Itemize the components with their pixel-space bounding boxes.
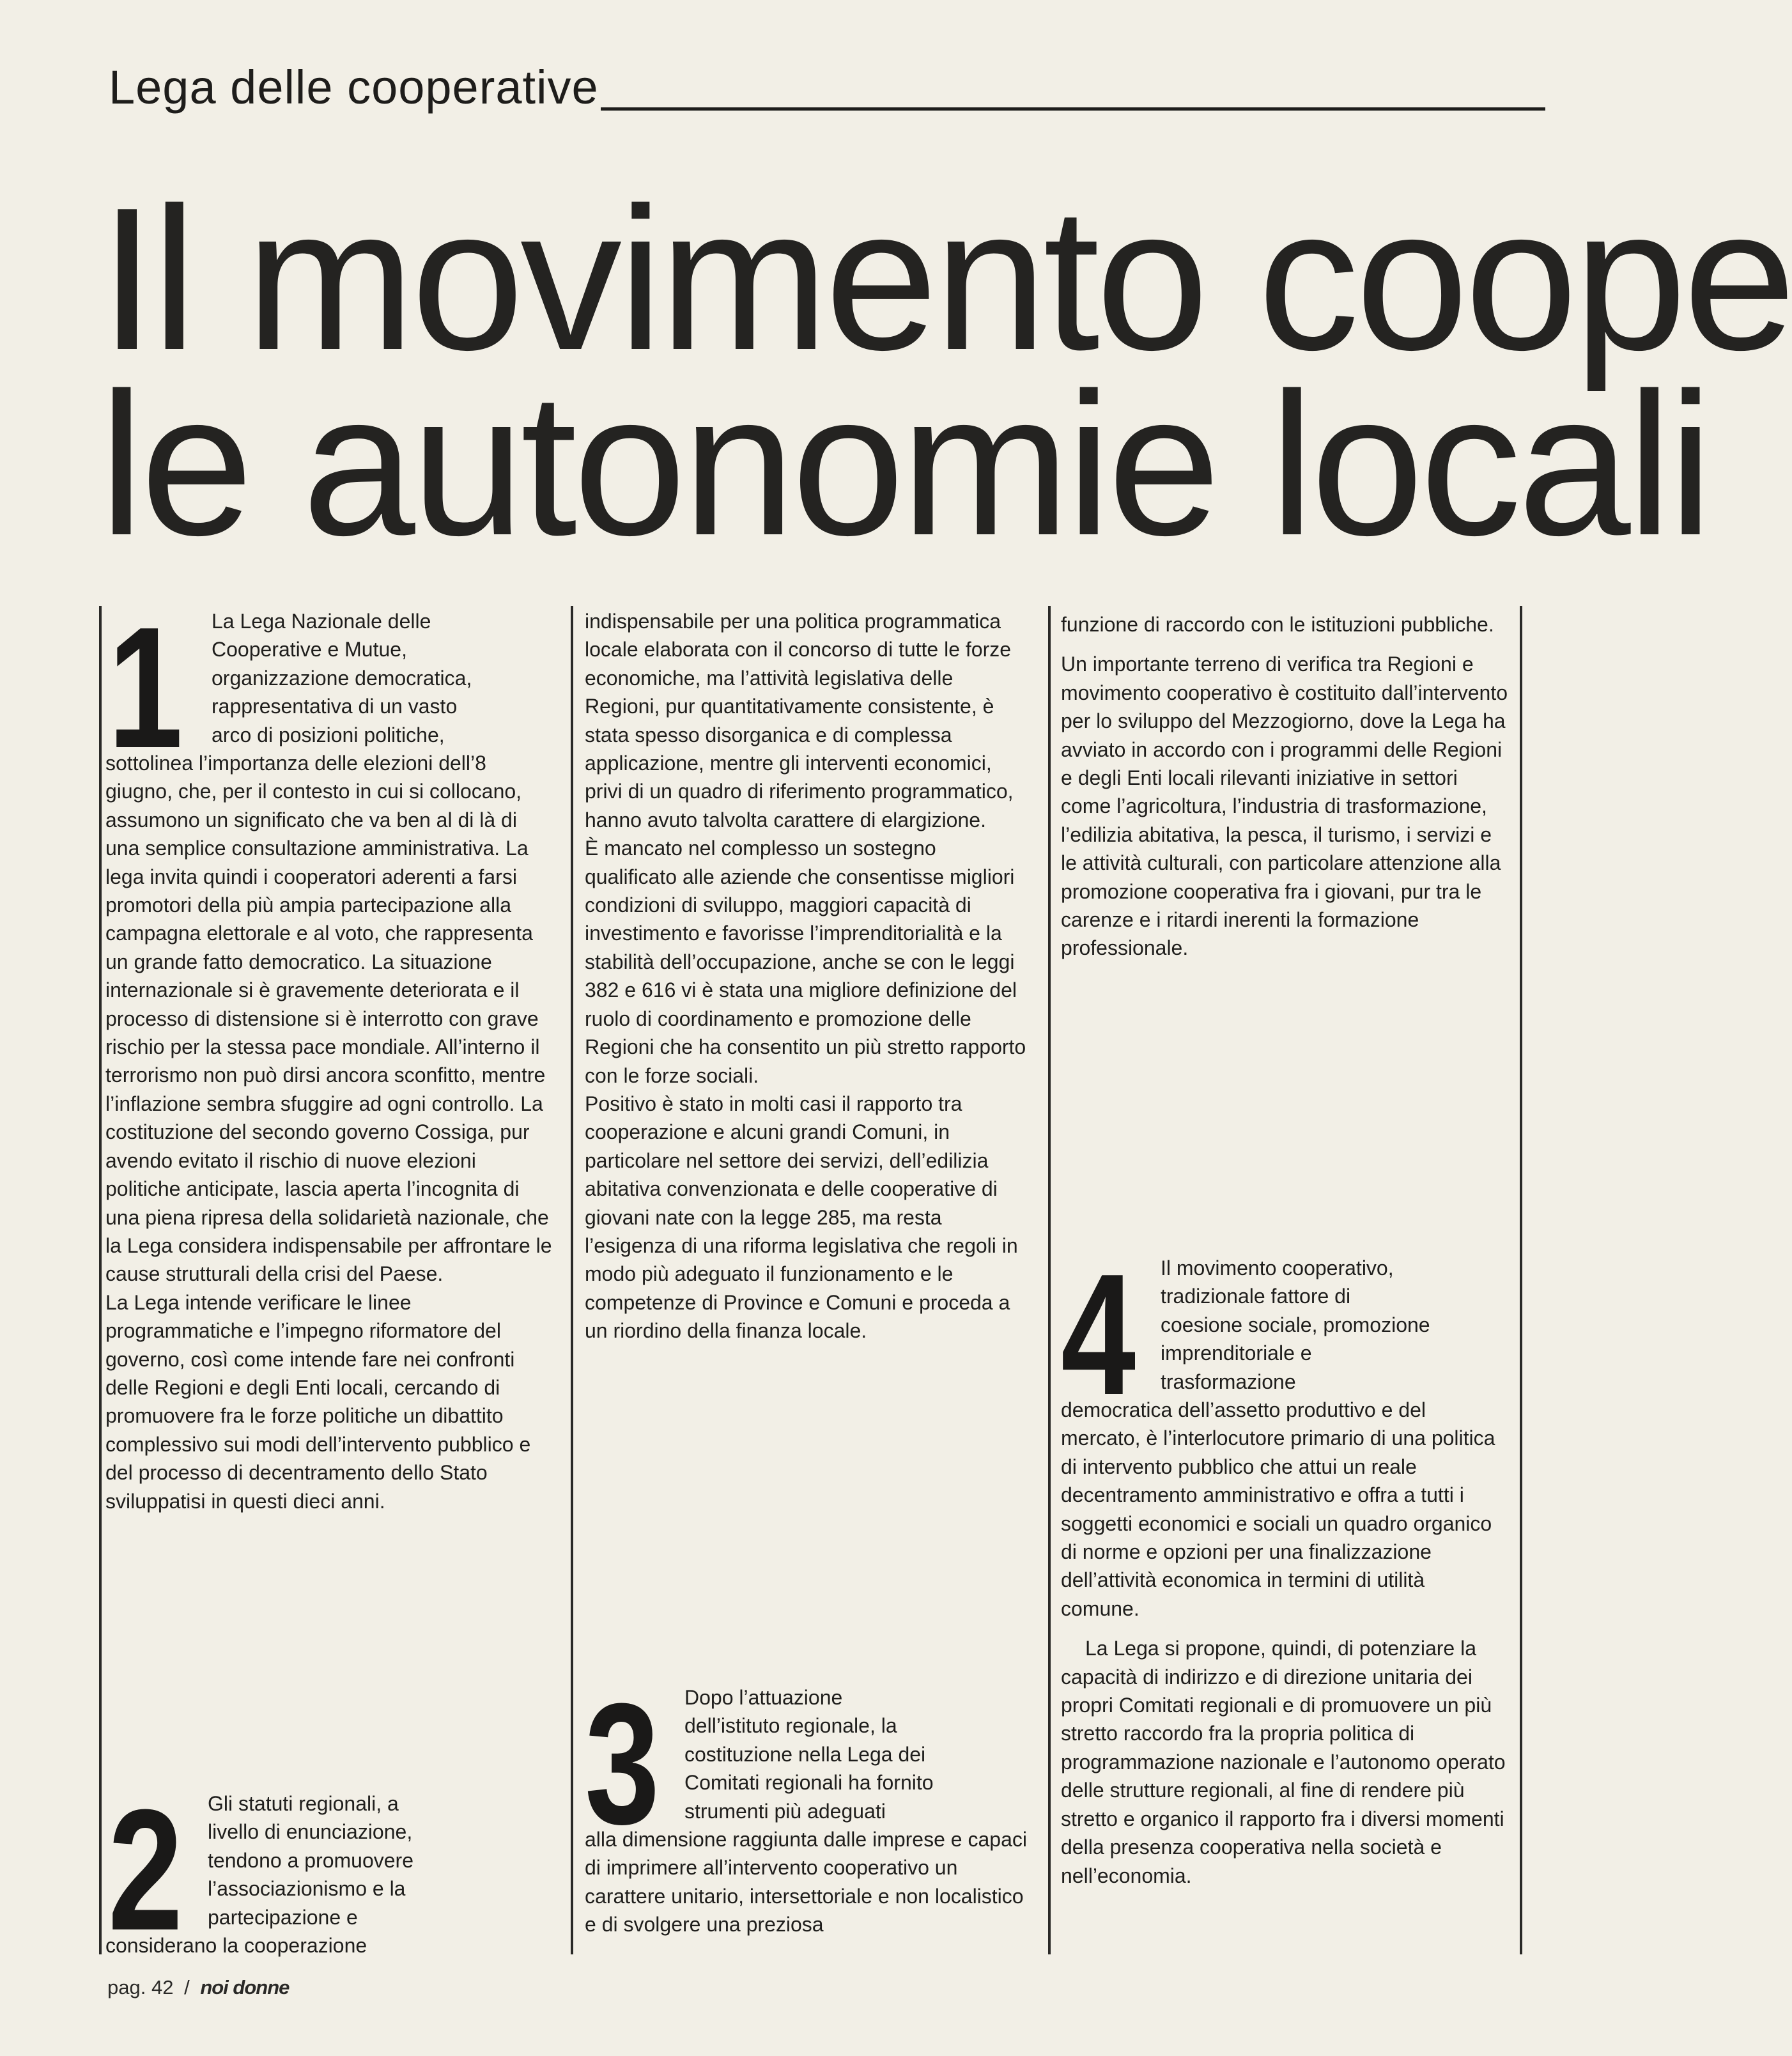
point-2-intro-line: tendono a promuovere bbox=[208, 1848, 413, 1872]
footer-separator: / bbox=[184, 1976, 190, 1998]
column-rule-middle bbox=[571, 606, 573, 1954]
column-3-paragraph-1: funzione di raccordo con le istituzioni pubbliche. bbox=[1061, 613, 1494, 636]
column-2-paragraph-2: È mancato nel complesso un sostegno qualificato alle aziende che consentisse migliori condizioni di sviluppo, maggiori capacità di investimento e favorisse l’imprenditorialità e la stabilità dell’occupazione, anche se con le leggi 382 e 616 vi è stata una migliore definizione del ruolo di coordinamento e promozione delle Regioni che ha consentito un più stretto rapporto con le forze sociali. bbox=[585, 837, 1026, 1087]
column-2-text bbox=[585, 607, 1032, 1345]
point-3-body-text: alla dimensione raggiunta dalle imprese e capaci di imprimere all’intervento cooperativo un carattere unitario, intersettoriale e non localistico e di svolgere una preziosa bbox=[585, 1828, 1027, 1936]
headline-line-2: le autonomie locali bbox=[99, 351, 1710, 578]
point-1-body-text-2: La Lega intende verificare le linee programmatiche e l’impegno riformatore del governo, così come intende fare nei confronti delle Regioni e degli Enti locali, cercando di promuovere fra le forze politiche un dibattito complessivo sui modi dell’intervento pubblico e del processo di decentramento dello Stato sviluppatisi in questi dieci anni. bbox=[105, 1290, 531, 1513]
point-1-intro-line: arco di posizioni politiche, bbox=[212, 723, 445, 746]
page-footer bbox=[107, 1976, 289, 1999]
point-3-intro-line: dell’istituto regionale, la bbox=[684, 1714, 897, 1738]
point-4-body-text: democratica dell’assetto produttivo e del mercato, è l’interlocutore primario di una politica di intervento pubblico che attui un reale decentramento amministrativo e offra a tutti i soggetti economici e sociali un quadro organico di norme e opzioni per una finalizzazione dell’attività economica in termini di utilità comune. bbox=[1061, 1398, 1495, 1620]
point-3-intro-line: strumenti più adeguati bbox=[684, 1799, 886, 1823]
point-4-intro-line: Il movimento cooperativo, bbox=[1161, 1256, 1394, 1279]
point-2-tail bbox=[105, 1931, 553, 1959]
point-1-intro-line: La Lega Nazionale delle bbox=[212, 610, 431, 633]
column-rule-right bbox=[1048, 606, 1051, 1954]
point-2-intro-line: l’associazionismo e la bbox=[208, 1877, 406, 1901]
column-3-paragraph-2: Un importante terreno di verifica tra Regioni e movimento cooperativo è costituito dall’intervento per lo sviluppo del Mezzogiorno, dove la Lega ha avviato in accordo con i programmi delle Regioni e degli Enti locali rilevanti iniziative in settori come l’agricoltura, l’industria di trasformazione, l’edilizia abitativa, la pesca, il turismo, i servizi e le attività culturali, con particolare attenzione alla promozione cooperativa fra i giovani, pur tra le carenze e i ritardi inerenti la formazione professionale. bbox=[1061, 653, 1508, 960]
point-1-intro-line: organizzazione democratica, bbox=[212, 666, 472, 690]
point-1-intro bbox=[212, 607, 557, 749]
magazine-logo: noi donne bbox=[200, 1976, 290, 1998]
point-3-intro bbox=[684, 1683, 1032, 1825]
point-3-body bbox=[585, 1825, 1032, 1939]
point-4-intro-line: coesione sociale, promozione bbox=[1161, 1313, 1430, 1336]
point-2-tail-text: considerano la cooperazione bbox=[105, 1934, 367, 1957]
column-rule-far-right bbox=[1520, 606, 1522, 1954]
point-2-intro-line: partecipazione e bbox=[208, 1905, 358, 1929]
column-rule-left bbox=[99, 606, 102, 1954]
section-header bbox=[109, 59, 1545, 116]
point-3-intro-line: Comitati regionali ha fornito bbox=[684, 1771, 934, 1795]
point-1-intro-line: rappresentativa di un vasto bbox=[212, 695, 458, 718]
point-1-body-text: sottolinea l’importanza delle elezioni dell’8 giugno, che, per il contesto in cui si collocano, assumono un significato che va ben al di là di una semplice consultazione amministrativa. La lega invita quindi i cooperatori aderenti a farsi promotori della più ampia partecipazione alla campagna elettorale e al voto, che rappresenta un grande fatto democratico. La situazione internazionale si è gravemente deteriorata e il processo di distensione si è interrotto con grave rischio per la stessa pace mondiale. All’interno il terrorismo non può dirsi ancora sconfitto, mentre l’inflazione sembra sfuggire ad ogni controllo. La costituzione del secondo governo Cossiga, pur avendo evitato il rischio di nuove elezioni politiche anticipate, lascia aperta l’incognita di una piena ripresa della solidarietà nazionale, che la Lega considera indispensabile per affrontare le cause strutturali della crisi del Paese. bbox=[105, 752, 552, 1286]
column-3-text bbox=[1061, 610, 1508, 962]
point-3-number: 3 bbox=[585, 1668, 660, 1860]
point-3-intro-line: Dopo l’attuazione bbox=[684, 1686, 843, 1709]
point-4-body bbox=[1061, 1396, 1508, 1890]
point-2-number: 2 bbox=[108, 1774, 183, 1967]
point-1-intro-line: Cooperative e Mutue, bbox=[212, 638, 407, 661]
section-label: Lega delle cooperative bbox=[109, 61, 599, 114]
page-number: pag. 42 bbox=[107, 1976, 174, 1998]
point-1-number: 1 bbox=[108, 592, 183, 784]
point-4-body-text-2: La Lega si propone, quindi, di potenziare la capacità di indirizzo e di direzione unitaria dei propri Comitati regionali e di promuovere un più stretto raccordo fra la propria politica di programmazione nazionale e l’autonomo operato delle strutture regionali, al fine di rendere più stretto e organico il rapporto fra i diversi momenti della presenza cooperativa nella società e nell’economia. bbox=[1061, 1637, 1506, 1887]
headline-line-1: Il movimento coope bbox=[99, 166, 1792, 392]
point-2-intro bbox=[208, 1789, 553, 1931]
column-2-paragraph-1: indispensabile per una politica programmatica locale elaborata con il concorso di tutte le forze economiche, ma l’attività legislativa delle Regioni, pur quantitativamente consistente, è stata spesso disorganica e di complessa applicazione, mentre gli interventi economici, privi di un quadro di riferimento programmatico, hanno avuto talvolta carattere di elargizione. bbox=[585, 610, 1014, 831]
point-4-number: 4 bbox=[1061, 1239, 1136, 1431]
point-4-intro bbox=[1161, 1254, 1508, 1396]
point-4-intro-line: trasformazione bbox=[1161, 1370, 1296, 1393]
point-1-body bbox=[105, 749, 553, 1515]
section-rule bbox=[601, 107, 1545, 111]
point-4-intro-line: tradizionale fattore di bbox=[1161, 1285, 1351, 1308]
column-2-paragraph-3: Positivo è stato in molti casi il rapporto tra cooperazione e alcuni grandi Comuni, in particolare nel settore dei servizi, dell’edilizia abitativa convenzionata e delle cooperative di giovani nate con la legge 285, ma resta l’esigenza di una riforma legislativa che regoli in modo più adeguato il funzionamento e le competenze di Province e Comuni e proceda a un riordino della finanza locale. bbox=[585, 1092, 1018, 1343]
point-2-intro-line: livello di enunciazione, bbox=[208, 1820, 413, 1844]
point-4-intro-line: imprenditoriale e bbox=[1161, 1341, 1312, 1365]
point-2-intro-line: Gli statuti regionali, a bbox=[208, 1792, 399, 1815]
point-3-intro-line: costituzione nella Lega dei bbox=[684, 1742, 926, 1766]
